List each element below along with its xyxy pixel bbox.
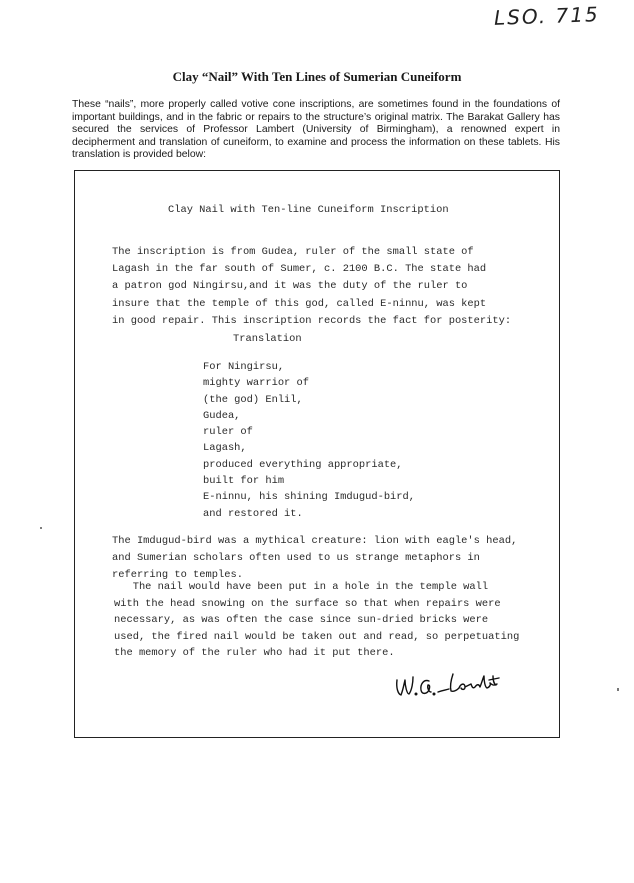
- letter-paragraph-intro: The inscription is from Gudea, ruler of the small state of Lagash in the far south of Sumer, c. 2100 B.C. The state had a patron god Ningirsu,and it was the duty of the ruler to insure that the temple of this god, called E-ninnu, was kept in good repair. This inscription records the fact for posterity:: [112, 246, 512, 327]
- letter-paragraph-imdugud: The Imdugud-bird was a mythical creature: lion with eagle's head, and Sumerian scholars often used to us strange metaphors in referring to temples.: [112, 535, 518, 582]
- handwritten-catalog-number: LSO. 715: [493, 2, 601, 30]
- letter-title: Clay Nail with Ten-line Cuneiform Inscription: [168, 204, 449, 216]
- scan-speck: [40, 527, 42, 529]
- translation-text: For Ningirsu, mighty warrior of (the god) Enlil, Gudea, ruler of Lagash, produced everything appropriate, built for him E-ninnu, his shining Imdugud-bird, and restored it.: [203, 361, 416, 520]
- scan-speck: [617, 688, 619, 691]
- letter-paragraph-nail: The nail would have been put in a hole in the temple wall with the head snowing on the surface so that when repairs were necessary, as was often the case since sun-dried bricks were used, the fired nail would be taken out and read, so perpetuating the memory of the ruler who had it put there.: [114, 581, 520, 660]
- translation-heading: Translation: [233, 333, 302, 345]
- page-title: Clay “Nail” With Ten Lines of Sumerian Cuneiform: [172, 69, 462, 84]
- handwritten-signature: [393, 668, 501, 702]
- intro-paragraph: These “nails”, more properly called votive cone inscriptions, are sometimes found in the foundations of important buildings, and in the fabric or repairs to the structure’s original matrix. The Barakat Gallery has secured the services of Professor Lambert (University of Birmingham), a renowned expert in decipherment and translation of cuneiform, to examine and process the information on these tablets. His translation is provided below:: [72, 99, 560, 161]
